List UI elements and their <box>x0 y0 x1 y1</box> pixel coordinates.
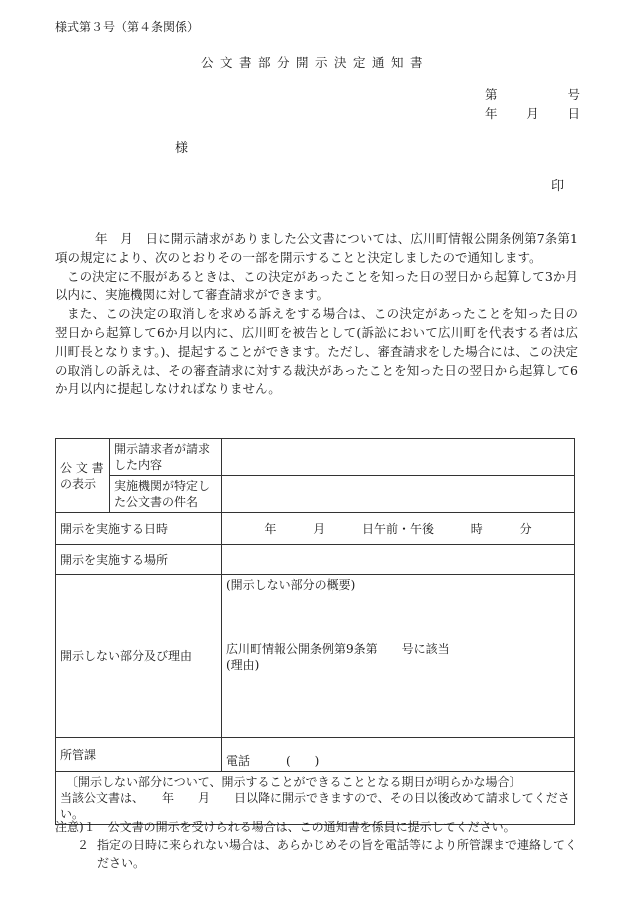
body-paragraph-2: この決定に不服があるときは、この決定があったことを知った日の翌日から起算して3か月以内に、実施機関に対して審査請求ができます。 <box>55 268 578 303</box>
future-text: 当該公文書は、 年 月 日以降に開示できますので、その日以後改めて請求してください。 <box>60 791 570 821</box>
dept-phone[interactable] <box>222 738 575 772</box>
issue-date <box>485 104 580 122</box>
future-condition: 〔開示しない部分について、開示することができることとなる期日が明らかな場合〕 <box>66 775 522 789</box>
future-disclosure-cell <box>56 772 575 825</box>
addressee: 様 <box>175 141 189 156</box>
specified-doc-label: 実施機関が特定した公文書の件名 <box>110 476 222 513</box>
dt-hour: 時 <box>470 521 483 536</box>
document-number <box>485 85 580 103</box>
body-paragraph-1: 年 月 日に開示請求がありました公文書については、広川町情報公開条例第7条第1項の規定により、次のとおりその一部を開示することと決定しましたので通知します。 <box>55 231 578 265</box>
note-2-text: 指定の日時に来られない場合は、あらかじめその旨を電話等により所管課まで連絡してください。 <box>97 838 578 870</box>
document-title: 公文書部分開示決定通知書 <box>200 55 429 70</box>
date-month: 月 <box>526 106 539 121</box>
non-disclosed-value[interactable] <box>222 575 575 738</box>
dt-month: 月 <box>313 521 326 536</box>
body-paragraph-3: また、この決定の取消しを求める訴えをする場合は、この決定があったことを知った日の翌日から起算して6か月以内に、広川町を被告として(訴訟において広川町を代表する者は広川町長となります。)、提起することができます。ただし、審査請求をした場合には、この決定の取消しの訴えは、その審査請求に対する裁決があったことを知った日の翌日から起算して6か月以内に提起しなければなりません。 <box>55 306 578 397</box>
requested-content-value[interactable] <box>222 439 575 476</box>
dt-year: 年 <box>264 521 277 536</box>
doc-number-suffix: 号 <box>567 87 580 102</box>
disclosure-place-value[interactable] <box>222 545 575 575</box>
date-year: 年 <box>485 106 498 121</box>
dt-day-ampm: 日午前・午後 <box>361 521 434 536</box>
requested-content-label: 開示請求者が請求した内容 <box>110 439 222 476</box>
dept-label: 所管課 <box>56 738 222 772</box>
notes <box>55 818 580 872</box>
non-disclosed-label: 開示しない部分及び理由 <box>56 575 222 738</box>
dt-minute: 分 <box>519 521 532 536</box>
note-1: 注意)１ 公文書の開示を受けられる場合は、この通知書を係員に提示してください。 <box>55 820 516 834</box>
notification-body <box>55 230 578 399</box>
note-2 <box>55 836 580 872</box>
note-2-number: ２ <box>77 838 90 852</box>
phone-text: 電話 ( ) <box>226 754 320 768</box>
article9-clause: 広川町情報公開条例第9条第 号に該当 <box>226 642 450 656</box>
disclosure-datetime-label: 開示を実施する日時 <box>56 513 222 545</box>
doc-number-prefix: 第 <box>485 87 498 102</box>
form-number: 様式第３号（第４条関係） <box>55 20 200 34</box>
disclosure-datetime-value[interactable] <box>222 513 575 545</box>
disclosure-details-table <box>55 438 575 825</box>
specified-doc-value[interactable] <box>222 476 575 513</box>
doc-display-label: 公 文 書の表示 <box>56 439 110 513</box>
disclosure-place-label: 開示を実施する場所 <box>56 545 222 575</box>
reason-label: (理由) <box>226 658 260 672</box>
seal-mark: 印 <box>551 179 565 194</box>
date-day: 日 <box>567 106 580 121</box>
non-disclosed-summary: (開示しない部分の概要) <box>226 578 356 592</box>
